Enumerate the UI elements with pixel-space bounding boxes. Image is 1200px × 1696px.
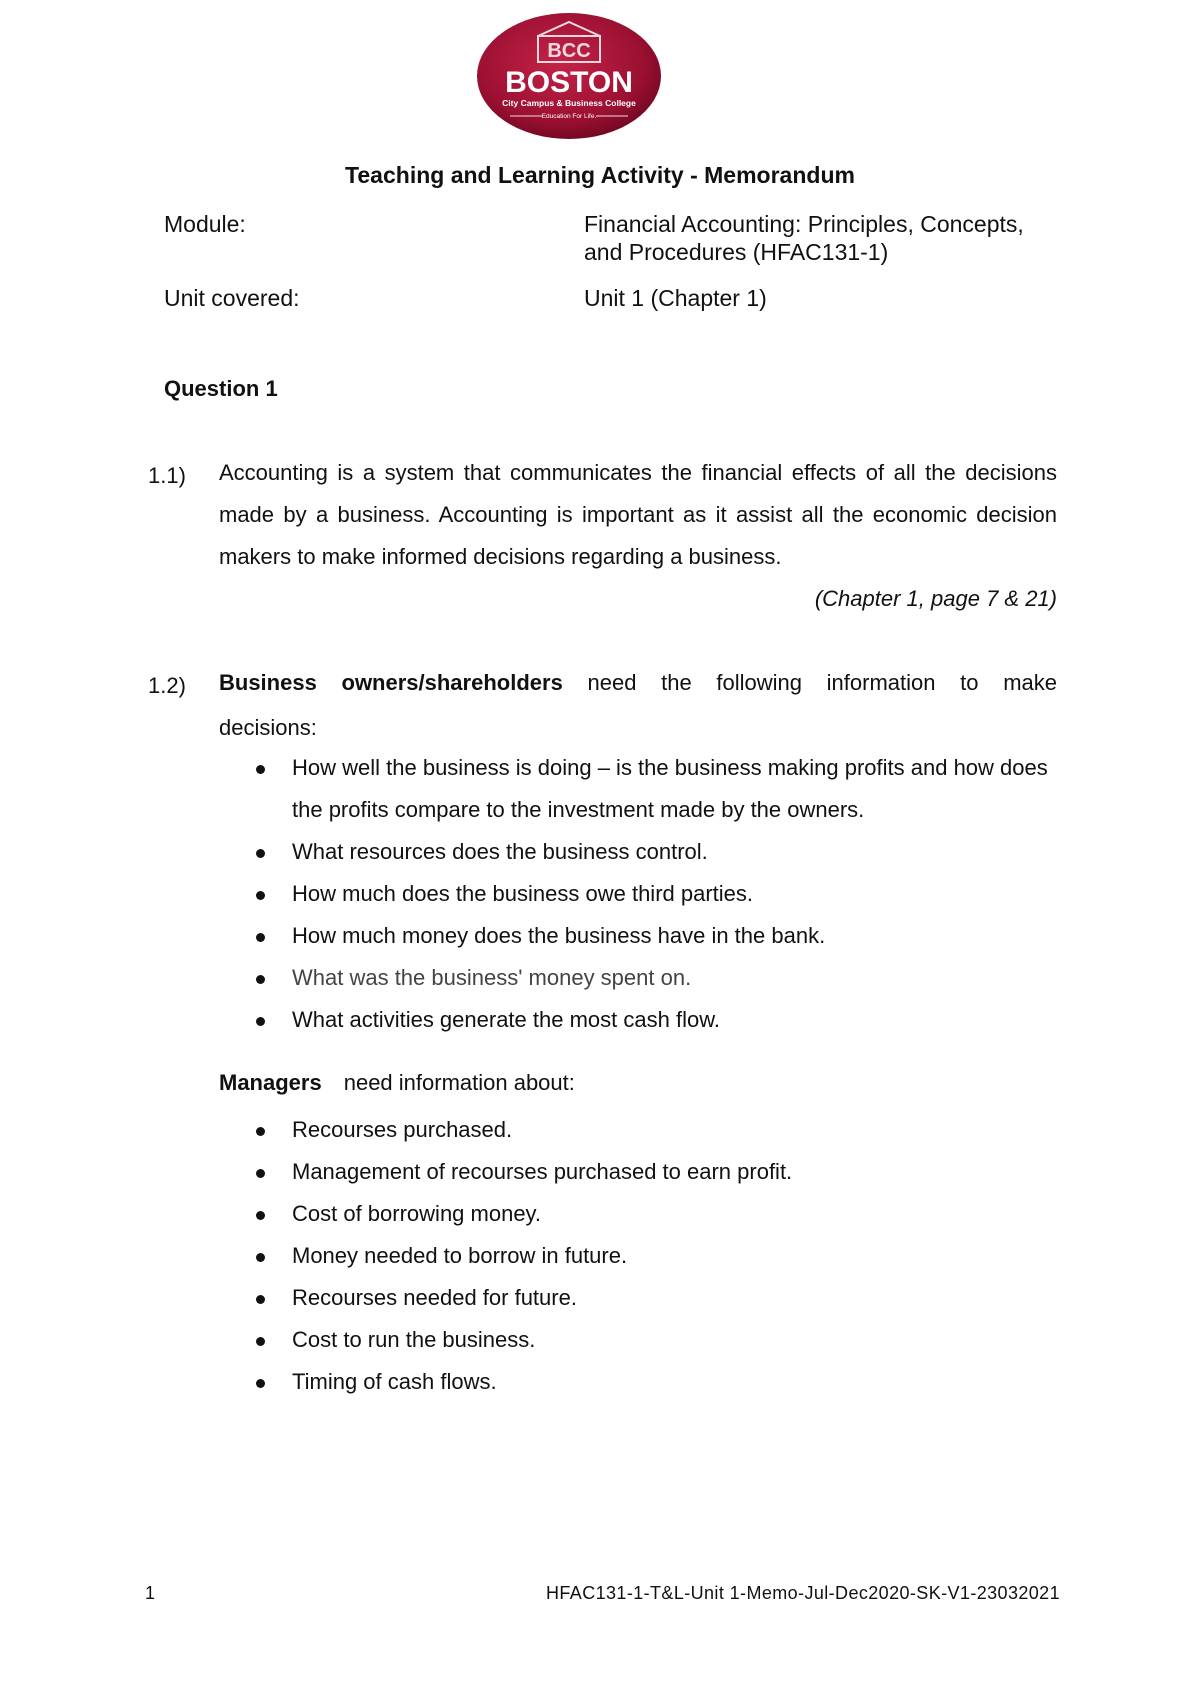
bullet-icon	[256, 1295, 265, 1304]
list-item: What activities generate the most cash flow.	[256, 999, 1066, 1041]
list-item: What was the business' money spent on.	[256, 957, 1066, 999]
list-item: Recourses needed for future.	[256, 1277, 1066, 1319]
svg-text:BOSTON: BOSTON	[505, 66, 633, 99]
bullet-icon	[256, 1211, 265, 1220]
document-title: Teaching and Learning Activity - Memorandum	[345, 162, 855, 188]
list-item: Management of recourses purchased to earn profit.	[256, 1151, 1066, 1193]
bullet-icon	[256, 1127, 265, 1136]
bullet-icon	[256, 891, 265, 900]
bullet-icon	[256, 1337, 265, 1346]
question-1-1-answer: Accounting is a system that communicates the financial effects of all the decisions made by a business. Accounting is important as it assist all the economic decision makers to make informed decisions regarding a business.	[219, 460, 1057, 569]
list-item: How much does the business owe third parties.	[256, 873, 1066, 915]
chapter-reference: (Chapter 1, page 7 & 21)	[814, 586, 1057, 611]
page-number: 1	[145, 1583, 156, 1603]
list-item: What resources does the business control.	[256, 831, 1066, 873]
bullet-icon	[256, 975, 265, 984]
owners-lead-tail: decisions:	[219, 715, 317, 740]
question-heading: Question 1	[164, 376, 278, 401]
owners-lead-text: need the following information to make	[562, 670, 1058, 695]
question-1-2-number: 1.2)	[148, 673, 186, 698]
bullet-icon	[256, 1379, 265, 1388]
svg-text:BCC: BCC	[547, 40, 591, 62]
svg-text:Education For Life.: Education For Life.	[541, 113, 597, 120]
module-value-line1: Financial Accounting: Principles, Concepts,	[584, 211, 1024, 237]
svg-text:City Campus & Business College: City Campus & Business College	[502, 98, 636, 108]
bullet-icon	[256, 1253, 265, 1262]
list-item: Recourses purchased.	[256, 1109, 1066, 1151]
list-item: Cost to run the business.	[256, 1319, 1066, 1361]
list-item: Timing of cash flows.	[256, 1361, 1066, 1403]
list-item: Cost of borrowing money.	[256, 1193, 1066, 1235]
bullet-icon	[256, 933, 265, 942]
owners-lead	[219, 662, 1057, 704]
list-item: How much money does the business have in the bank.	[256, 915, 1066, 957]
list-item: How well the business is doing – is the business making profits and how does the profits compare to the investment made by the owners.	[256, 747, 1066, 831]
list-item: Money needed to borrow in future.	[256, 1235, 1066, 1277]
bullet-icon	[256, 1017, 265, 1026]
managers-heading: Managers	[219, 1070, 322, 1095]
managers-lead	[219, 1070, 575, 1096]
module-value-line2: and Procedures (HFAC131-1)	[584, 239, 889, 265]
unit-label: Unit covered:	[164, 285, 300, 311]
managers-lead-text: need information about:	[343, 1070, 575, 1095]
module-label: Module:	[164, 211, 246, 237]
bullet-icon	[256, 765, 265, 774]
owners-information-list	[256, 747, 1066, 1041]
managers-information-list	[256, 1109, 1066, 1403]
bullet-icon	[256, 849, 265, 858]
question-1-1-number: 1.1)	[148, 463, 186, 488]
bullet-icon	[256, 1169, 265, 1178]
boston-college-logo	[476, 12, 662, 140]
owners-heading: Business owners/shareholders	[219, 670, 563, 695]
document-code: HFAC131-1-T&L-Unit 1-Memo-Jul-Dec2020-SK-V1-23032021	[545, 1583, 1060, 1603]
unit-value: Unit 1 (Chapter 1)	[584, 285, 767, 311]
